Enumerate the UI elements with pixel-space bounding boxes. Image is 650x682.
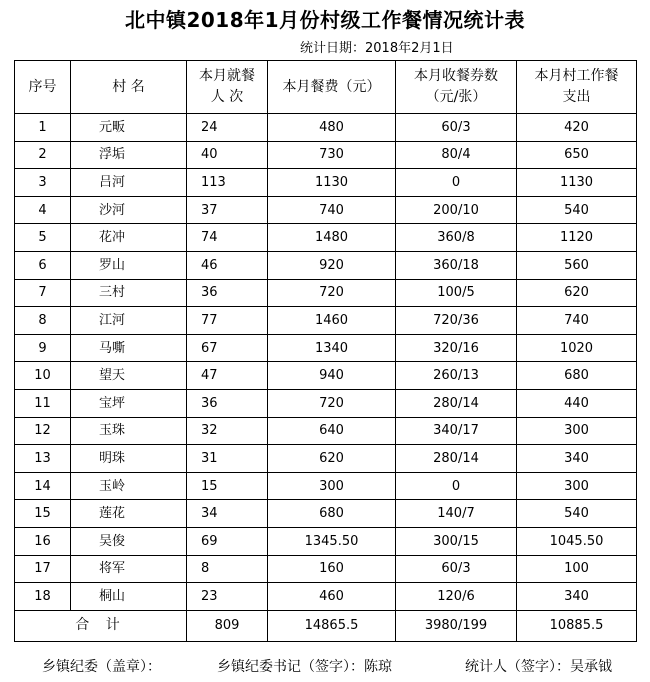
row-meal-count: 47 <box>187 362 268 390</box>
row-expense: 620 <box>517 279 637 307</box>
total-row <box>15 610 637 641</box>
row-meal-fee: 640 <box>268 417 396 445</box>
row-meal-count: 67 <box>187 334 268 362</box>
row-meal-fee: 160 <box>268 555 396 583</box>
row-serial: 12 <box>15 417 71 445</box>
row-village: 玉岭 <box>71 472 187 500</box>
row-expense: 1120 <box>517 224 637 252</box>
row-meal-fee: 720 <box>268 279 396 307</box>
row-coupons: 320/16 <box>396 334 517 362</box>
row-expense: 680 <box>517 362 637 390</box>
row-village: 罗山 <box>71 251 187 279</box>
row-meal-fee: 460 <box>268 583 396 611</box>
table-body <box>15 114 637 611</box>
table-row <box>15 141 637 169</box>
total-fee: 14865.5 <box>268 610 396 641</box>
table-row <box>15 196 637 224</box>
row-meal-fee: 680 <box>268 500 396 528</box>
row-meal-fee: 1345.50 <box>268 527 396 555</box>
document-title: 北中镇2018年1月份村级工作餐情况统计表 <box>124 8 526 32</box>
row-village: 玉珠 <box>71 417 187 445</box>
row-serial: 6 <box>15 251 71 279</box>
row-serial: 13 <box>15 445 71 473</box>
row-coupons: 340/17 <box>396 417 517 445</box>
row-serial: 9 <box>15 334 71 362</box>
row-meal-fee: 920 <box>268 251 396 279</box>
row-village: 浮垢 <box>71 141 187 169</box>
row-serial: 7 <box>15 279 71 307</box>
row-expense: 560 <box>517 251 637 279</box>
header-village-expense: 本月村工作餐 支出 <box>517 61 637 114</box>
row-serial: 11 <box>15 389 71 417</box>
row-meal-fee: 720 <box>268 389 396 417</box>
row-meal-count: 113 <box>187 169 268 197</box>
row-meal-fee: 480 <box>268 114 396 142</box>
table-row <box>15 389 637 417</box>
table-header <box>15 61 637 114</box>
row-expense: 440 <box>517 389 637 417</box>
row-meal-count: 23 <box>187 583 268 611</box>
total-label: 合 计 <box>15 610 187 641</box>
row-coupons: 60/3 <box>396 114 517 142</box>
table-row <box>15 500 637 528</box>
row-serial: 5 <box>15 224 71 252</box>
table-row <box>15 472 637 500</box>
row-village: 吴俊 <box>71 527 187 555</box>
header-meal-count: 本月就餐 人 次 <box>187 61 268 114</box>
header-serial: 序号 <box>15 61 71 114</box>
row-village: 元畈 <box>71 114 187 142</box>
statistician-signature: 统计人（签字）：吴承钺 <box>465 659 612 675</box>
table-row <box>15 583 637 611</box>
row-meal-fee: 1460 <box>268 307 396 335</box>
row-coupons: 0 <box>396 169 517 197</box>
row-meal-count: 24 <box>187 114 268 142</box>
row-expense: 340 <box>517 445 637 473</box>
row-village: 沙河 <box>71 196 187 224</box>
row-coupons: 120/6 <box>396 583 517 611</box>
row-meal-count: 36 <box>187 279 268 307</box>
row-meal-count: 8 <box>187 555 268 583</box>
row-expense: 300 <box>517 417 637 445</box>
row-meal-count: 74 <box>187 224 268 252</box>
row-expense: 100 <box>517 555 637 583</box>
row-village: 宝坪 <box>71 389 187 417</box>
table-footer <box>15 610 637 641</box>
row-expense: 540 <box>517 196 637 224</box>
header-meal-fee: 本月餐费（元） <box>268 61 396 114</box>
row-village: 桐山 <box>71 583 187 611</box>
row-coupons: 140/7 <box>396 500 517 528</box>
row-meal-count: 69 <box>187 527 268 555</box>
table-row <box>15 362 637 390</box>
total-coupons: 3980/199 <box>396 610 517 641</box>
row-coupons: 360/8 <box>396 224 517 252</box>
table-row <box>15 334 637 362</box>
row-meal-count: 34 <box>187 500 268 528</box>
table-row <box>15 224 637 252</box>
row-serial: 18 <box>15 583 71 611</box>
statistics-table <box>14 60 637 642</box>
row-meal-fee: 1480 <box>268 224 396 252</box>
header-village: 村 名 <box>71 61 187 114</box>
row-coupons: 0 <box>396 472 517 500</box>
row-meal-fee: 1130 <box>268 169 396 197</box>
row-coupons: 280/14 <box>396 445 517 473</box>
row-meal-count: 37 <box>187 196 268 224</box>
row-coupons: 100/5 <box>396 279 517 307</box>
row-village: 三村 <box>71 279 187 307</box>
row-meal-count: 46 <box>187 251 268 279</box>
row-meal-count: 36 <box>187 389 268 417</box>
row-expense: 1045.50 <box>517 527 637 555</box>
row-meal-fee: 300 <box>268 472 396 500</box>
row-coupons: 280/14 <box>396 389 517 417</box>
row-serial: 2 <box>15 141 71 169</box>
row-village: 吕河 <box>71 169 187 197</box>
row-serial: 17 <box>15 555 71 583</box>
row-meal-count: 32 <box>187 417 268 445</box>
row-coupons: 300/15 <box>396 527 517 555</box>
row-expense: 650 <box>517 141 637 169</box>
row-meal-fee: 940 <box>268 362 396 390</box>
row-meal-fee: 620 <box>268 445 396 473</box>
row-expense: 340 <box>517 583 637 611</box>
table-row <box>15 527 637 555</box>
secretary-signature: 乡镇纪委书记（签字）：陈琼 <box>217 659 392 675</box>
table-row <box>15 169 637 197</box>
row-expense: 740 <box>517 307 637 335</box>
table-row <box>15 251 637 279</box>
row-village: 莲花 <box>71 500 187 528</box>
row-serial: 4 <box>15 196 71 224</box>
row-expense: 1130 <box>517 169 637 197</box>
row-village: 马嘶 <box>71 334 187 362</box>
total-expense: 10885.5 <box>517 610 637 641</box>
row-serial: 8 <box>15 307 71 335</box>
row-village: 江河 <box>71 307 187 335</box>
row-expense: 420 <box>517 114 637 142</box>
row-village: 望天 <box>71 362 187 390</box>
row-coupons: 720/36 <box>396 307 517 335</box>
signature-line <box>42 656 612 676</box>
row-expense: 300 <box>517 472 637 500</box>
row-serial: 3 <box>15 169 71 197</box>
header-row <box>15 61 637 114</box>
header-coupons: 本月收餐券数 （元/张） <box>396 61 517 114</box>
row-village: 将军 <box>71 555 187 583</box>
row-meal-count: 15 <box>187 472 268 500</box>
row-expense: 1020 <box>517 334 637 362</box>
row-meal-count: 31 <box>187 445 268 473</box>
row-meal-count: 77 <box>187 307 268 335</box>
table-row <box>15 114 637 142</box>
row-serial: 15 <box>15 500 71 528</box>
row-coupons: 80/4 <box>396 141 517 169</box>
row-village: 花冲 <box>71 224 187 252</box>
row-meal-count: 40 <box>187 141 268 169</box>
row-meal-fee: 1340 <box>268 334 396 362</box>
statistics-date: 统计日期：2018年2月1日 <box>300 41 454 56</box>
row-coupons: 260/13 <box>396 362 517 390</box>
row-serial: 10 <box>15 362 71 390</box>
row-village: 明珠 <box>71 445 187 473</box>
row-expense: 540 <box>517 500 637 528</box>
table-row <box>15 417 637 445</box>
table-row <box>15 279 637 307</box>
table-row <box>15 307 637 335</box>
row-meal-fee: 730 <box>268 141 396 169</box>
table-row <box>15 555 637 583</box>
row-serial: 1 <box>15 114 71 142</box>
commission-seal: 乡镇纪委（盖章）： <box>42 659 161 675</box>
row-coupons: 200/10 <box>396 196 517 224</box>
row-coupons: 60/3 <box>396 555 517 583</box>
total-people: 809 <box>187 610 268 641</box>
row-serial: 14 <box>15 472 71 500</box>
row-serial: 16 <box>15 527 71 555</box>
row-coupons: 360/18 <box>396 251 517 279</box>
row-meal-fee: 740 <box>268 196 396 224</box>
table-row <box>15 445 637 473</box>
